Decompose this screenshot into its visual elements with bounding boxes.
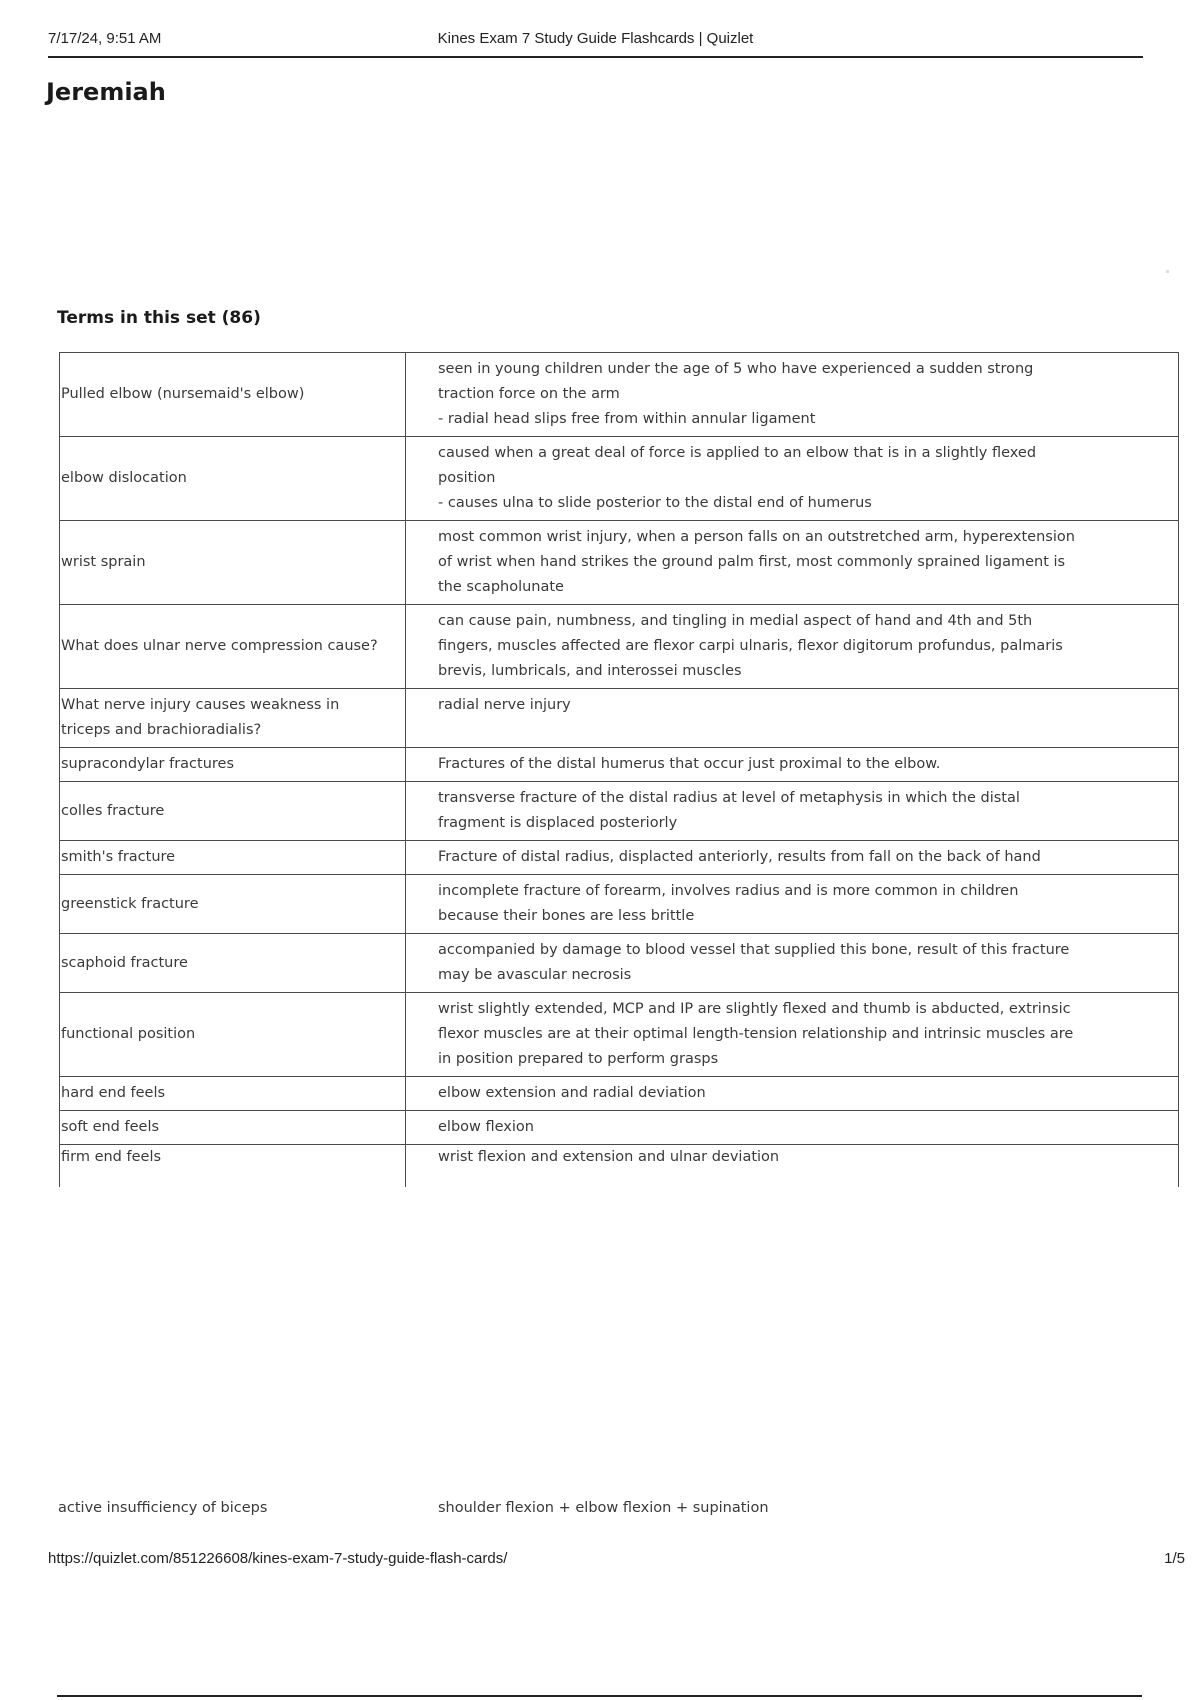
user-name: Jeremiah xyxy=(46,78,166,106)
definition-cell: wrist slightly extended, MCP and IP are slightly flexed and thumb is abducted, extrinsic flexor muscles are at their optimal length-tension relationship and intrinsic muscles are in position prepared to perform grasps xyxy=(406,993,1179,1077)
term-row xyxy=(60,605,1179,689)
term-cell: elbow dislocation xyxy=(60,437,406,521)
print-date: 7/17/24, 9:51 AM xyxy=(48,30,162,47)
term-row xyxy=(60,993,1179,1077)
terms-table xyxy=(59,352,1179,1187)
term-row xyxy=(60,521,1179,605)
term-cell: active insufficiency of biceps xyxy=(58,1500,268,1516)
terms-heading: Terms in this set (86) xyxy=(57,308,261,328)
page-artifact xyxy=(1166,270,1169,273)
print-header xyxy=(48,28,1143,58)
definition-cell: accompanied by damage to blood vessel that supplied this bone, result of this fracture may be avascular necrosis xyxy=(406,934,1179,993)
print-page-title: Kines Exam 7 Study Guide Flashcards | Quizlet xyxy=(437,30,754,47)
bottom-divider xyxy=(57,1695,1142,1697)
term-row xyxy=(60,353,1179,437)
term-cell: firm end feels xyxy=(60,1145,406,1188)
definition-cell: radial nerve injury xyxy=(406,689,1179,748)
definition-cell: transverse fracture of the distal radius at level of metaphysis in which the distal fragment is displaced posteriorly xyxy=(406,782,1179,841)
definition-cell: most common wrist injury, when a person falls on an outstretched arm, hyperextension of wrist when hand strikes the ground palm first, most commonly sprained ligament is the scapholunate xyxy=(406,521,1179,605)
definition-cell: elbow flexion xyxy=(406,1111,1179,1145)
term-cell: smith's fracture xyxy=(60,841,406,875)
term-row xyxy=(60,1111,1179,1145)
term-row xyxy=(60,841,1179,875)
term-row xyxy=(60,1077,1179,1111)
term-cell: What nerve injury causes weakness in triceps and brachioradialis? xyxy=(60,689,406,748)
definition-cell: Fracture of distal radius, displacted anteriorly, results from fall on the back of hand xyxy=(406,841,1179,875)
term-cell: Pulled elbow (nursemaid's elbow) xyxy=(60,353,406,437)
term-row xyxy=(60,934,1179,993)
definition-cell: shoulder flexion + elbow flexion + supination xyxy=(438,1500,769,1516)
definition-cell: can cause pain, numbness, and tingling in medial aspect of hand and 4th and 5th fingers, muscles affected are flexor carpi ulnaris, flexor digitorum profundus, palmaris brevis, lumbricals, and interossei muscles xyxy=(406,605,1179,689)
term-cell: scaphoid fracture xyxy=(60,934,406,993)
term-row xyxy=(60,748,1179,782)
page-number: 1/5 xyxy=(1164,1550,1185,1567)
term-cell: functional position xyxy=(60,993,406,1077)
definition-cell: caused when a great deal of force is applied to an elbow that is in a slightly flexed position - causes ulna to slide posterior to the distal end of humerus xyxy=(406,437,1179,521)
term-cell: soft end feels xyxy=(60,1111,406,1145)
definition-cell: elbow extension and radial deviation xyxy=(406,1077,1179,1111)
term-cell: supracondylar fractures xyxy=(60,748,406,782)
term-cell: colles fracture xyxy=(60,782,406,841)
print-url: https://quizlet.com/851226608/kines-exam-7-study-guide-flash-cards/ xyxy=(48,1550,508,1567)
term-row xyxy=(60,782,1179,841)
term-row xyxy=(60,689,1179,748)
term-cell: greenstick fracture xyxy=(60,875,406,934)
definition-cell: incomplete fracture of forearm, involves radius and is more common in children because their bones are less brittle xyxy=(406,875,1179,934)
definition-cell: seen in young children under the age of 5 who have experienced a sudden strong traction force on the arm - radial head slips free from within annular ligament xyxy=(406,353,1179,437)
definition-cell: wrist flexion and extension and ulnar deviation xyxy=(406,1145,1179,1188)
term-cell: What does ulnar nerve compression cause? xyxy=(60,605,406,689)
term-cell: wrist sprain xyxy=(60,521,406,605)
term-cell: hard end feels xyxy=(60,1077,406,1111)
term-row xyxy=(60,875,1179,934)
term-row xyxy=(60,437,1179,521)
definition-cell: Fractures of the distal humerus that occur just proximal to the elbow. xyxy=(406,748,1179,782)
term-row xyxy=(60,1145,1179,1188)
